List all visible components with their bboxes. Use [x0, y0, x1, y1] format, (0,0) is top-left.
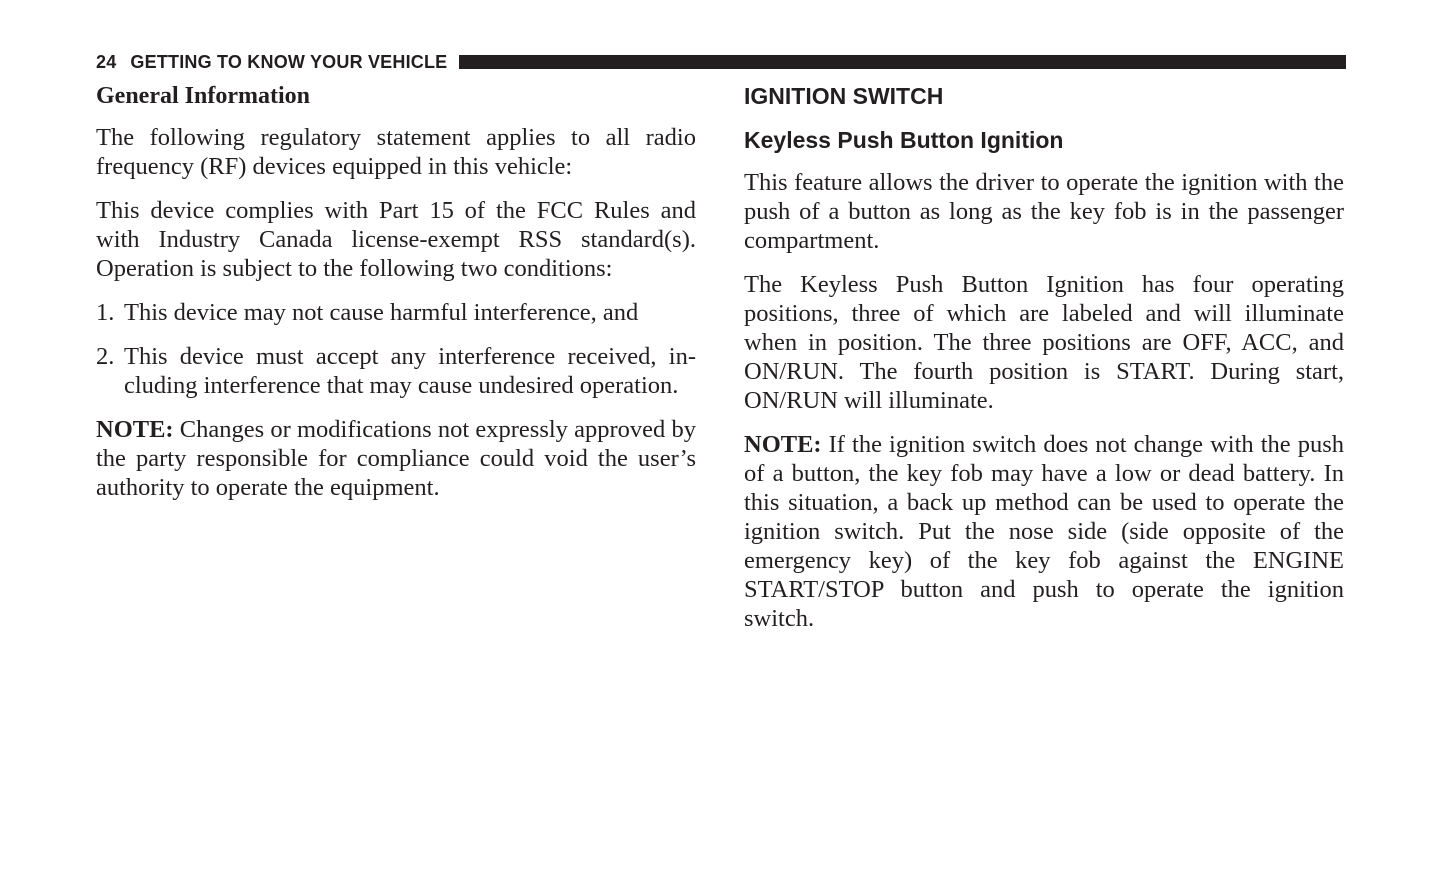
list-text: This device may not cause harmful interference, and [124, 299, 639, 326]
note-text: If the ignition switch does not change with the push of a button, the key fob may have a low or dead battery. In this situation, a back up method can be used to operate the ignition switch. Put the nose side (side opposite of the emergency key) of the key fob against the ENGINE START/STOP button and push to operate the ignition switch. [744, 431, 1344, 632]
note-text: Changes or modifications not expressly approved by the party responsible for compliance could void the user’s authority to operate the equipment. [96, 416, 696, 501]
list-text: This device must accept any interference received, including interference that may cause undesired operation. [124, 343, 696, 399]
keyless-ignition-subheading: Keyless Push Button Ignition [744, 127, 1064, 153]
page-number: 24 [96, 51, 117, 72]
list-number: 1. [96, 299, 115, 326]
fcc-compliance-paragraph: This device complies with Part 15 of the FCC Rules and with Industry Canada license-exempt RSS standard(s). Operation is subject to the following two conditions: [96, 197, 696, 282]
general-information-heading: General Information [96, 83, 310, 109]
note-label: NOTE: [744, 431, 822, 458]
page-header [96, 50, 1346, 74]
right-column [744, 82, 1344, 648]
list-number: 2. [96, 343, 115, 370]
ignition-switch-heading: IGNITION SWITCH [744, 83, 944, 109]
rf-statement-paragraph: The following regulatory statement applies to all radio frequency (RF) devices equipped in this vehicle: [96, 124, 696, 180]
feature-paragraph: This feature allows the driver to operate the ignition with the push of a button as long as the key fob is in the passenger compartment. [744, 169, 1344, 254]
positions-paragraph: The Keyless Push Button Ignition has four operating positions, three of which are labeled and will illuminate when in position. The three positions are OFF, ACC, and ON/RUN. The fourth position is START. During start, ON/RUN will illuminate. [744, 271, 1344, 414]
header-rule [459, 55, 1346, 69]
condition-list-item [96, 342, 696, 400]
condition-list-item [96, 298, 696, 327]
note-paragraph [744, 430, 1344, 633]
note-label: NOTE: [96, 416, 174, 443]
left-column [96, 82, 696, 517]
note-paragraph [96, 415, 696, 502]
section-title: GETTING TO KNOW YOUR VEHICLE [130, 51, 448, 72]
